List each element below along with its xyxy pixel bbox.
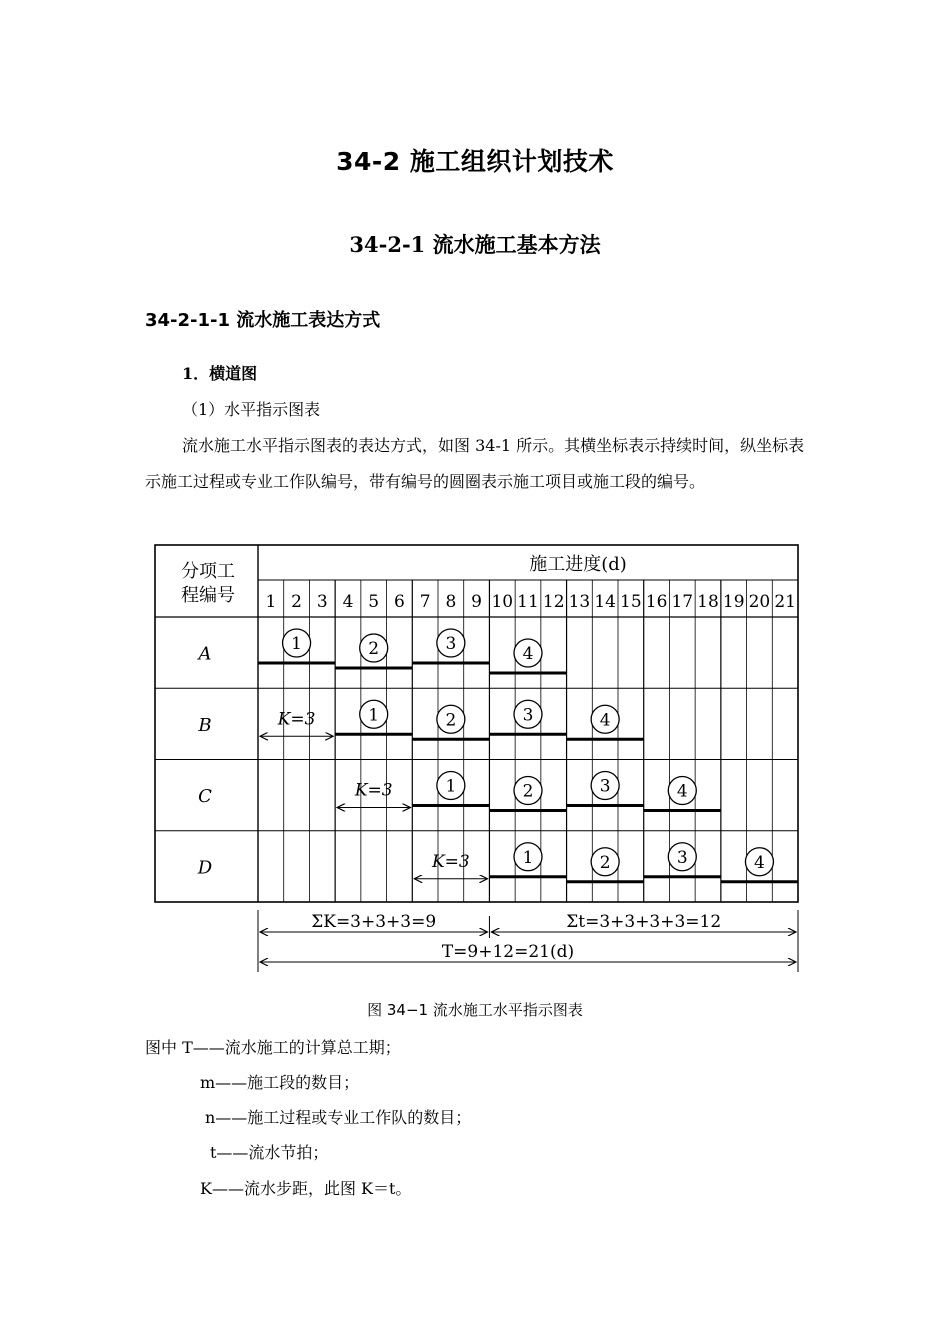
day-label: 7 bbox=[419, 592, 431, 612]
legend-line-K: K——流水步距，此图 K＝t。 bbox=[200, 1179, 412, 1198]
day-label: 2 bbox=[291, 592, 302, 612]
day-label: 14 bbox=[594, 592, 616, 612]
segment-number: 2 bbox=[522, 781, 534, 802]
header-progress: 施工进度(d) bbox=[529, 554, 627, 575]
header-left-line2: 程编号 bbox=[181, 585, 235, 606]
sum-k-label: ΣK=3+3+3=9 bbox=[311, 912, 437, 932]
segment-number: 1 bbox=[291, 634, 302, 654]
segment-number: 3 bbox=[445, 634, 457, 654]
body-paragraph: 流水施工水平指示图表的表达方式，如图 34-1 所示。其横坐标表示持续时间，纵坐标表示施工过程或专业工作队编号，带有编号的圆圈表示施工项目或施工段的编号。 bbox=[145, 436, 805, 491]
segment-number: 1 bbox=[445, 776, 457, 797]
segment-number: 4 bbox=[754, 852, 765, 873]
process-label: C bbox=[198, 786, 212, 808]
day-label: 15 bbox=[620, 592, 642, 612]
day-label: 3 bbox=[316, 592, 328, 612]
segment-number: 2 bbox=[445, 710, 457, 731]
segment-number: 1 bbox=[368, 705, 380, 726]
legend-line-T: 图中 T——流水施工的计算总工期； bbox=[145, 1038, 401, 1057]
day-label: 1 bbox=[265, 592, 277, 612]
page-title: 34-2 施工组织计划技术 bbox=[336, 147, 614, 176]
day-label: 17 bbox=[671, 592, 694, 612]
day-label: 19 bbox=[722, 592, 745, 612]
day-label: 11 bbox=[517, 592, 539, 612]
segment-number: 1 bbox=[522, 847, 534, 868]
section-title: 34-2-1 流水施工基本方法 bbox=[349, 232, 601, 257]
segment-number: 4 bbox=[599, 710, 611, 731]
day-label: 12 bbox=[542, 592, 565, 612]
process-label: A bbox=[198, 643, 212, 665]
day-label: 10 bbox=[491, 592, 514, 612]
segment-number: 4 bbox=[522, 644, 534, 664]
day-label: 21 bbox=[774, 592, 796, 612]
subsection-title: 34-2-1-1 流水施工表达方式 bbox=[145, 310, 381, 331]
segment-number: 3 bbox=[676, 847, 688, 868]
process-label: B bbox=[198, 714, 212, 736]
day-label: 4 bbox=[342, 592, 354, 612]
segment-number: 2 bbox=[368, 639, 380, 659]
process-label: D bbox=[197, 857, 213, 879]
legend-line-n: n——施工过程或专业工作队的数目； bbox=[205, 1108, 472, 1127]
segment-number: 2 bbox=[599, 852, 611, 873]
day-label: 13 bbox=[568, 592, 591, 612]
gantt-chart bbox=[150, 540, 810, 980]
day-label: 6 bbox=[394, 592, 405, 612]
subitem-heading: （1）水平指示图表 bbox=[182, 400, 321, 419]
header-left-line1: 分项工 bbox=[181, 561, 235, 582]
k-label: K=3 bbox=[431, 851, 470, 872]
day-label: 8 bbox=[445, 592, 457, 612]
sum-t-label: Σt=3+3+3+3=12 bbox=[566, 912, 722, 932]
k-label: K=3 bbox=[277, 709, 316, 730]
figure-caption: 图 34−1 流水施工水平指示图表 bbox=[367, 1001, 583, 1019]
legend-line-m: m——施工段的数目； bbox=[200, 1073, 360, 1092]
day-label: 20 bbox=[748, 592, 771, 612]
total-label: T=9+12=21(d) bbox=[441, 942, 575, 962]
day-label: 18 bbox=[697, 592, 719, 612]
segment-number: 3 bbox=[599, 776, 611, 797]
item-heading: 1．横道图 bbox=[182, 364, 258, 383]
k-label: K=3 bbox=[354, 780, 393, 801]
segment-number: 3 bbox=[522, 705, 534, 726]
day-label: 9 bbox=[471, 592, 482, 612]
day-label: 5 bbox=[368, 592, 380, 612]
legend-line-t: t——流水节拍； bbox=[210, 1143, 329, 1162]
day-label: 16 bbox=[645, 592, 668, 612]
segment-number: 4 bbox=[676, 781, 688, 802]
